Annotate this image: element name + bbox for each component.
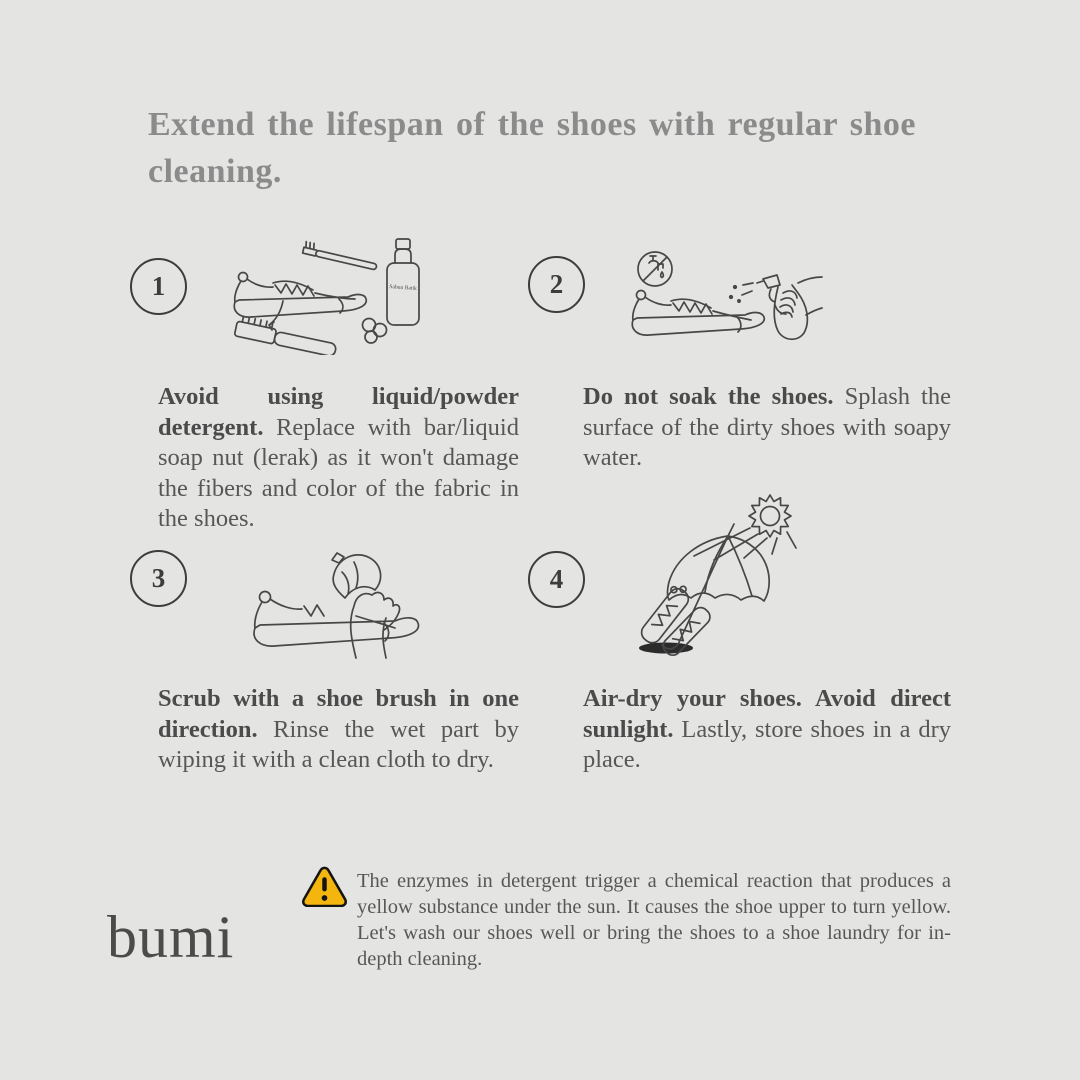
step-2-number: 2 [549,269,564,299]
step-1-number: 1 [151,271,166,301]
step-1-body: Replace with bar/liquid soap nut (lerak) as it won't damage the fibers and color of the fabric in the shoes. [158,413,519,533]
brand-logo: bumi [107,904,235,970]
note-text: The enzymes in detergent trigger a chemical reaction that produces a yellow substance under the sun. It causes the shoe upper to turn yellow. Let's wash our shoes well or bring the shoes to a shoe laundry for in-depth cleaning. [357,870,951,970]
wipe-shoe-illustration [238,546,433,660]
spray-shoe-illustration [625,243,823,357]
step-3-number: 3 [151,563,166,593]
step-3-body: Rinse the wet part by wiping it with a clean cloth to dry. [158,715,520,774]
page-title: Extend the lifespan of the shoes with regular shoe cleaning. [148,106,916,190]
step-1-text [158,382,519,535]
step-4-bold: Air-dry your shoes. Avoid direct sunlight. [583,685,951,743]
step-1-badge [130,258,187,315]
step-4-number: 4 [549,564,564,594]
step-3-badge [130,550,187,607]
air-dry-illustration [610,478,822,670]
step-2-text [583,382,951,474]
step-4-body: Lastly, store shoes in a dry place. [583,715,952,774]
step-4-badge [528,551,585,608]
step-2-badge [528,256,585,313]
step-1-bold: Avoid using liquid/powder detergent. [158,383,519,441]
step-3-text [158,684,519,776]
step-2-bold: Do not soak the shoes. [583,383,834,410]
step-3-bold: Scrub with a shoe brush in one direction. [158,685,519,743]
step-2-body: Splash the surface of the dirty shoes with soapy water. [583,383,951,472]
warning-triangle-icon [301,864,348,907]
step-4-text [583,684,951,776]
bottle-label: Sabun Batik [389,284,418,292]
cleaning-kit-illustration [223,237,428,355]
